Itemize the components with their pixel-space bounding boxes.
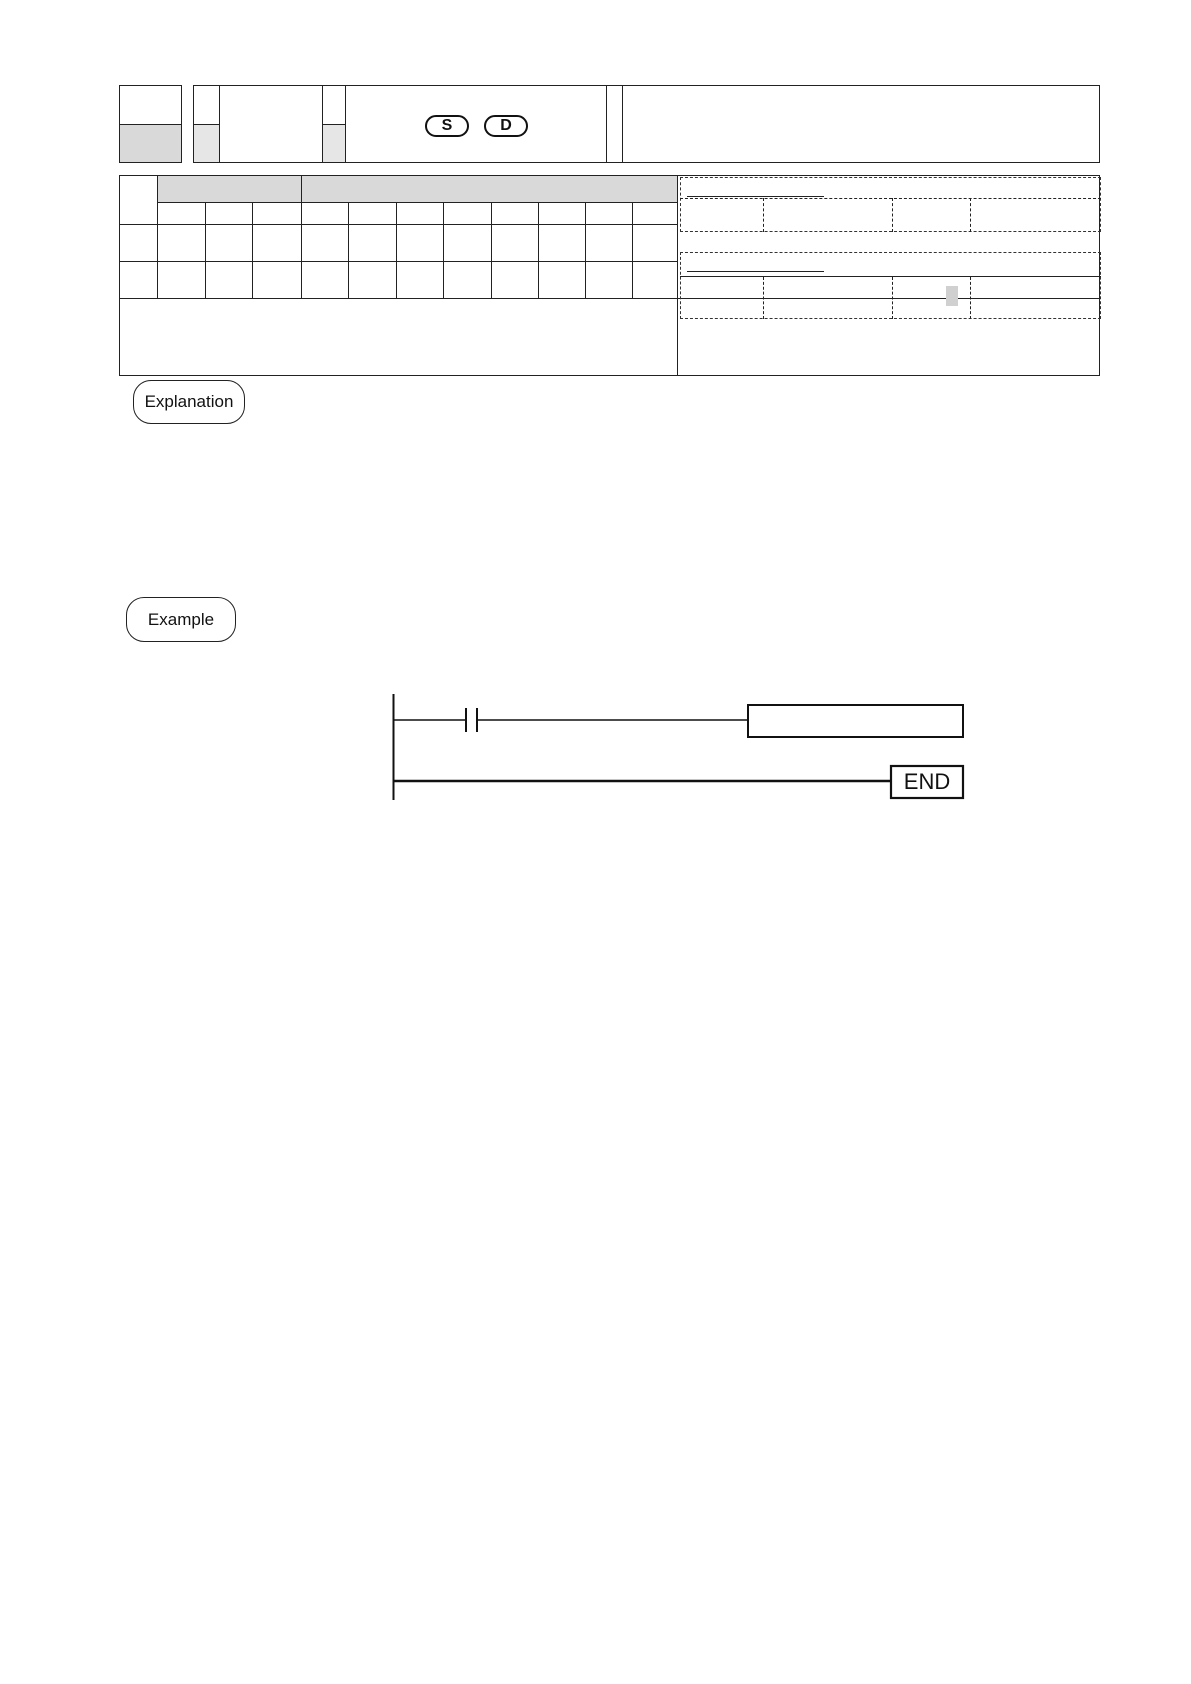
end-label: END bbox=[903, 769, 951, 794]
example-button[interactable]: Example bbox=[126, 597, 236, 642]
operand-d-label: D bbox=[484, 115, 528, 137]
operand-s-label: S bbox=[425, 115, 469, 137]
instruction-box bbox=[748, 705, 963, 737]
explanation-button[interactable]: Explanation bbox=[133, 380, 245, 424]
